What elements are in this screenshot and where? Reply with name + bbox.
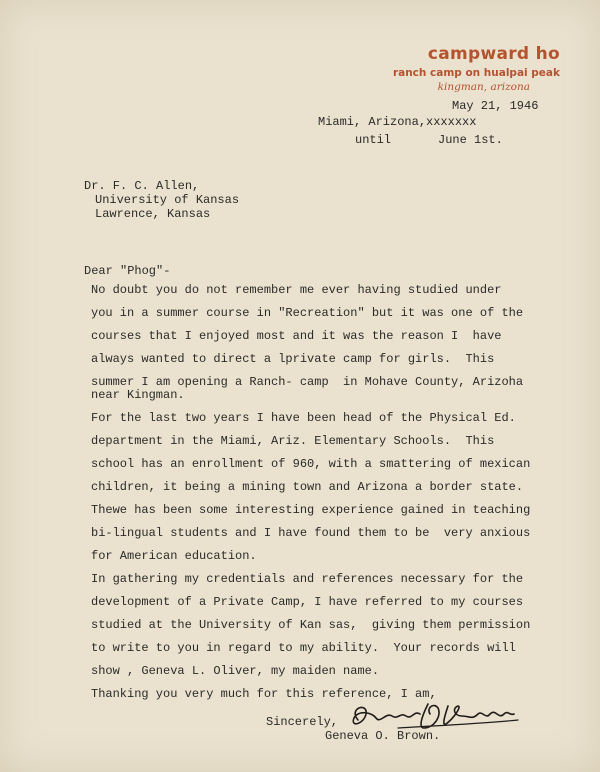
signer-name: Geneva O. Brown. xyxy=(325,729,441,743)
body-line: In gathering my credentials and references necessary for the xyxy=(91,572,524,586)
body-line: always wanted to direct a lprivate camp for girls. This xyxy=(91,352,495,366)
letterhead-subtitle: ranch camp on hualpai peak xyxy=(392,67,560,79)
salutation: Dear "Phog"- xyxy=(84,264,171,278)
body-line: to write to you in regard to my ability. Your records will xyxy=(91,641,516,655)
body-line: studied at the University of Kan sas, giving them permission xyxy=(91,618,531,632)
letter-date: May 21, 1946 xyxy=(452,99,539,113)
body-line: near Kingman. xyxy=(91,388,185,402)
body-line: summer I am opening a Ranch- camp in Mohave County, Arizoha xyxy=(91,375,524,389)
until-label: until xyxy=(355,133,392,147)
recipient-name: Dr. F. C. Allen, xyxy=(84,179,200,193)
recipient-institution: University of Kansas xyxy=(95,193,240,207)
body-line: courses that I enjoyed most and it was the reason I have xyxy=(91,329,502,343)
closing: Sincerely, xyxy=(266,715,339,729)
body-line: development of a Private Camp, I have referred to my courses xyxy=(91,595,524,609)
body-line: you in a summer course in "Recreation" but it was one of the xyxy=(91,306,524,320)
body-line: For the last two years I have been head of the Physical Ed. xyxy=(91,411,516,425)
letterhead-name: campward ho xyxy=(427,44,560,64)
body-line: for American education. xyxy=(91,549,257,563)
letterhead xyxy=(393,44,560,93)
body-line: school has an enrollment of 960, with a smattering of mexican xyxy=(91,457,531,471)
sender-location: Miami, Arizona,xxxxxxx xyxy=(318,115,477,129)
body-line: department in the Miami, Ariz. Elementary Schools. This xyxy=(91,434,495,448)
body-line: Thanking you very much for this reference, I am, xyxy=(91,687,437,701)
body-line: bi-lingual students and I have found them to be very anxious xyxy=(91,526,531,540)
body-line: show , Geneva L. Oliver, my maiden name. xyxy=(91,664,380,678)
body-line: children, it being a mining town and Arizona a border state. xyxy=(91,480,524,494)
body-line: No doubt you do not remember me ever having studied under xyxy=(91,283,502,297)
recipient-city: Lawrence, Kansas xyxy=(95,207,211,221)
handwritten-signature xyxy=(338,698,538,736)
until-date: June 1st. xyxy=(438,133,503,147)
body-line: Thewe has been some interesting experience gained in teaching xyxy=(91,503,531,517)
letterhead-location: kingman, arizona xyxy=(437,81,530,93)
